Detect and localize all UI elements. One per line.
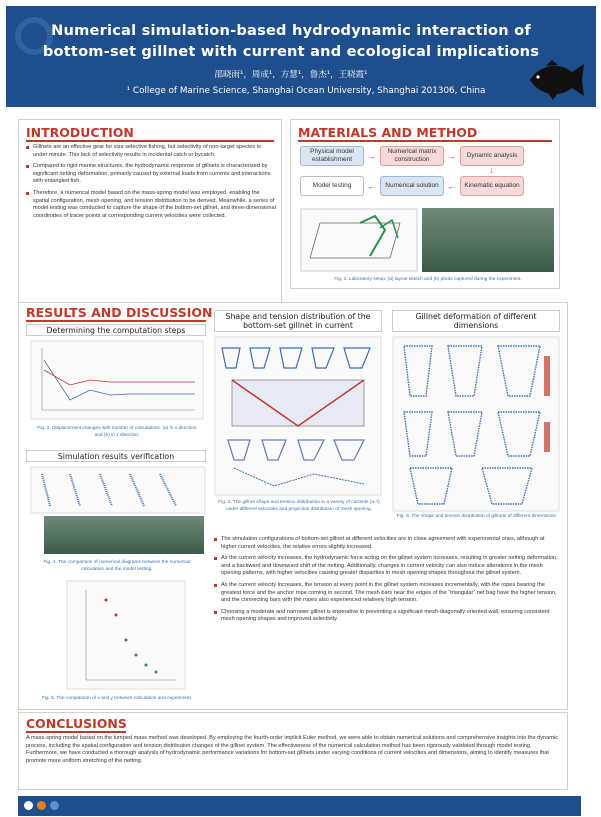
dimensions-heading: Gillnet deformation of different dimensions [392,310,560,332]
flow-model-testing: Model testing [300,176,364,196]
verification-photo-strip [44,516,204,554]
flume-tank-photo [422,208,554,272]
arrow-right-icon: → [367,151,376,161]
arrow-left-icon: ← [447,181,456,191]
coordinate-comparison-plot [66,580,186,690]
shape-tension-caption: Fig. 3. The gillnet shape and tension distribution in a variety of currents (a–f) under different velocities and projection distribution of mesh opening. [218,500,380,512]
shape-tension-heading: Shape and tension distribution of the bottom-set gillnet in current [214,310,382,332]
dimensions-figure [392,336,560,512]
conclusions-text: A mass-spring model based on the lumped mass method was developed. By employing the fourth-order implicit Euler method, we were able to obtain numerical solutions and comprehensive insights into the dynamic process, including the spatial configuration and tension distribution changes of the gillnet system. The effectiveness of the numerical calculation method has been rigorously validated through model testing. Furthermore, we have conducted a thorough analysis of hydrodynamic performance variations for bottom-set gillnets under varying conditions of current velocities and dimensions, aiming to identify measures that promote more uniform stretching of the netting. [26,735,558,764]
footer-dot-icon [50,801,59,810]
introduction-title: INTRODUCTION [26,125,134,140]
flow-physical-model: Physical model establishment [300,146,364,166]
methods-figure-caption: Fig. 1. Laboratory setup: (a) layout sketch and (b) photo captured during the experiment. [334,277,522,282]
computation-steps-heading: Determining the computation steps [26,324,206,336]
results-bullet: The simulation configurations of bottom-set gillnet at different velocities are in close agreement with experimental ones, although at higher current velocities, the relative errors slightly increased. [214,536,560,551]
poster-header [6,6,596,107]
flow-numerical-solution: Numerical solution [380,176,444,196]
results-bullet: As the current velocity increases, the hydrodynamic force acting on the gillnet system increases, resulting in greater netting deformation, and a backward and downward shift of the netting. Additionally, changes in current velocity can also induce alterations in the mesh opening patterns, with higher velocities causing greater disparities in mesh opening shapes throughout the gillnet system. [214,555,560,578]
intro-bullet: Compared to rigid marine structures, the hydrodynamic response of gillnets is characterized by significant netting deformation, primarily caused by external loads from currents and interactions with entangled fish. [26,163,276,186]
results-bullet: Choosing a moderate and narrower gillnet is imperative in preventing a significant mesh-diagonally oriented wall, ensuring consistent mesh opening shapes and improved selectivity. [214,609,560,624]
conclusions-underline [26,731,126,733]
footer-bar [18,796,581,816]
computation-steps-caption: Fig. 2. Displacement changes with number of calculations. (a) in x direction and (b) in z direction. [37,426,197,438]
affiliation: ¹ College of Marine Science, Shanghai Ocean University, Shanghai 201306, China [126,86,486,96]
intro-bullet: Therefore, a numerical model based on the mass-spring model was employed, enabling the spatial configuration, mesh opening, and tension distribution to be derived. Meanwhile, a series of model testing was conducted to capture the shape of the bottom-set gillnet, and three-dimensional coordinates of tracer points at corresponding current velocities were collected. [26,190,276,220]
verification-caption-1: Fig. 4. The comparison of numerical diagrams between the numerical calculation and the model testing. [43,560,191,572]
results-underline [26,320,206,322]
arrow-left-icon: ← [367,181,376,191]
results-text [214,536,560,628]
flow-matrix-construction: Numerical matrix construction [380,146,444,166]
introduction-text [26,144,276,224]
flow-dynamic-analysis: Dynamic analysis [460,146,524,166]
introduction-underline [26,140,274,142]
shape-tension-figure [214,336,382,496]
poster-title: Numerical simulation-based hydrodynamic interaction of bottom-set gillnet with current and ecological implications [42,22,540,60]
flow-kinematic-equation: Kinematic equation [460,176,524,196]
computation-steps-plot [30,340,204,420]
arrow-right-icon: → [447,151,456,161]
intro-bullet: Gillnets are an effective gear for size selective fishing, but selectivity of non-target species is under minute. This lack of selectivity results in incidental catch or bycatch. [26,144,276,159]
conclusions-title: CONCLUSIONS [26,716,127,731]
methods-underline [298,140,552,142]
footer-dot-icon [24,801,33,810]
author-list: 邵晓雨¹，周成¹，方慧¹，鲁杰¹，王晓霞¹ [214,70,368,80]
arrow-down-icon: ↓ [489,165,494,175]
footer-dot-icon [37,801,46,810]
results-title: RESULTS AND DISCUSSION [26,305,213,320]
fish-silhouette-icon [526,58,588,102]
dimensions-caption: Fig. 6. The shape and tension distribution of gillnets of different dimensions. [396,514,558,519]
methods-title: MATERIALS AND METHOD [298,125,478,140]
verification-caption-2: Fig. 5. The comparison of x and y between calculation and experiment. [41,696,193,701]
results-bullet: As the current velocity increases, the tension at every point in the gillnet system increases incrementally, with the ropes bearing the greatest force and the anchor rope coming in second. The mesh bars near the edges of the “triangular” net bag have the higher tension, and the connecting bars with the ropes also experienced relatively high tension. [214,582,560,605]
verification-shapes-plot [30,466,206,514]
verification-heading: Simulation results verification [26,450,206,462]
lab-layout-sketch [300,208,418,272]
